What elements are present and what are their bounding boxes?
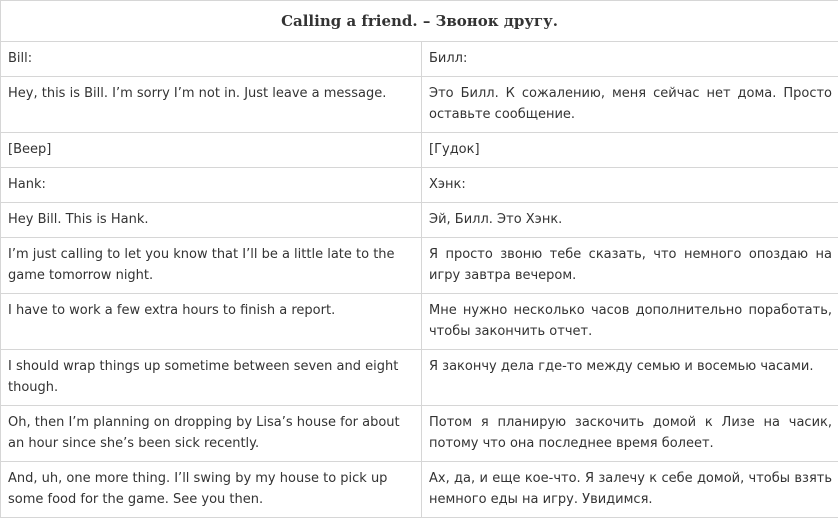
- russian-cell: Эй, Билл. Это Хэнк.: [422, 203, 838, 238]
- russian-cell: Я просто звоню тебе сказать, что немного опоздаю на игру завтра вечером.: [422, 238, 838, 294]
- english-cell: Oh, then I’m planning on dropping by Lisa’s house for about an hour since she’s been sick recently.: [1, 406, 422, 462]
- table-row: [1, 42, 838, 77]
- russian-cell: Билл:: [422, 42, 838, 77]
- english-cell: [Beep]: [1, 133, 422, 168]
- russian-cell: [Гудок]: [422, 133, 838, 168]
- table-row: [1, 238, 838, 294]
- table-row: [1, 294, 838, 350]
- english-cell: Hey, this is Bill. I’m sorry I’m not in. Just leave a message.: [1, 77, 422, 133]
- english-cell: I’m just calling to let you know that I’ll be a little late to the game tomorrow night.: [1, 238, 422, 294]
- english-cell: And, uh, one more thing. I’ll swing by my house to pick up some food for the game. See you then.: [1, 462, 422, 518]
- russian-cell: Это Билл. К сожалению, меня сейчас нет дома. Просто оставьте сообщение.: [422, 77, 838, 133]
- table-row: [1, 133, 838, 168]
- table-title: Calling a friend. – Звонок другу.: [1, 1, 838, 42]
- english-cell: Bill:: [1, 42, 422, 77]
- table-row: [1, 350, 838, 406]
- table-row: [1, 406, 838, 462]
- table-row: [1, 462, 838, 518]
- table-row: [1, 168, 838, 203]
- russian-cell: Я закончу дела где-то между семью и восемью часами.: [422, 350, 838, 406]
- russian-cell: Потом я планирую заскочить домой к Лизе на часик, потому что она последнее время болеет.: [422, 406, 838, 462]
- russian-cell: Мне нужно несколько часов дополнительно поработать, чтобы закончить отчет.: [422, 294, 838, 350]
- russian-cell: Ах, да, и еще кое-что. Я залечу к себе домой, чтобы взять немного еды на игру. Увидимся.: [422, 462, 838, 518]
- header-row: [1, 1, 838, 42]
- english-cell: I have to work a few extra hours to finish a report.: [1, 294, 422, 350]
- table-row: [1, 203, 838, 238]
- english-cell: Hank:: [1, 168, 422, 203]
- table-row: [1, 77, 838, 133]
- russian-cell: Хэнк:: [422, 168, 838, 203]
- english-cell: I should wrap things up sometime between seven and eight though.: [1, 350, 422, 406]
- english-cell: Hey Bill. This is Hank.: [1, 203, 422, 238]
